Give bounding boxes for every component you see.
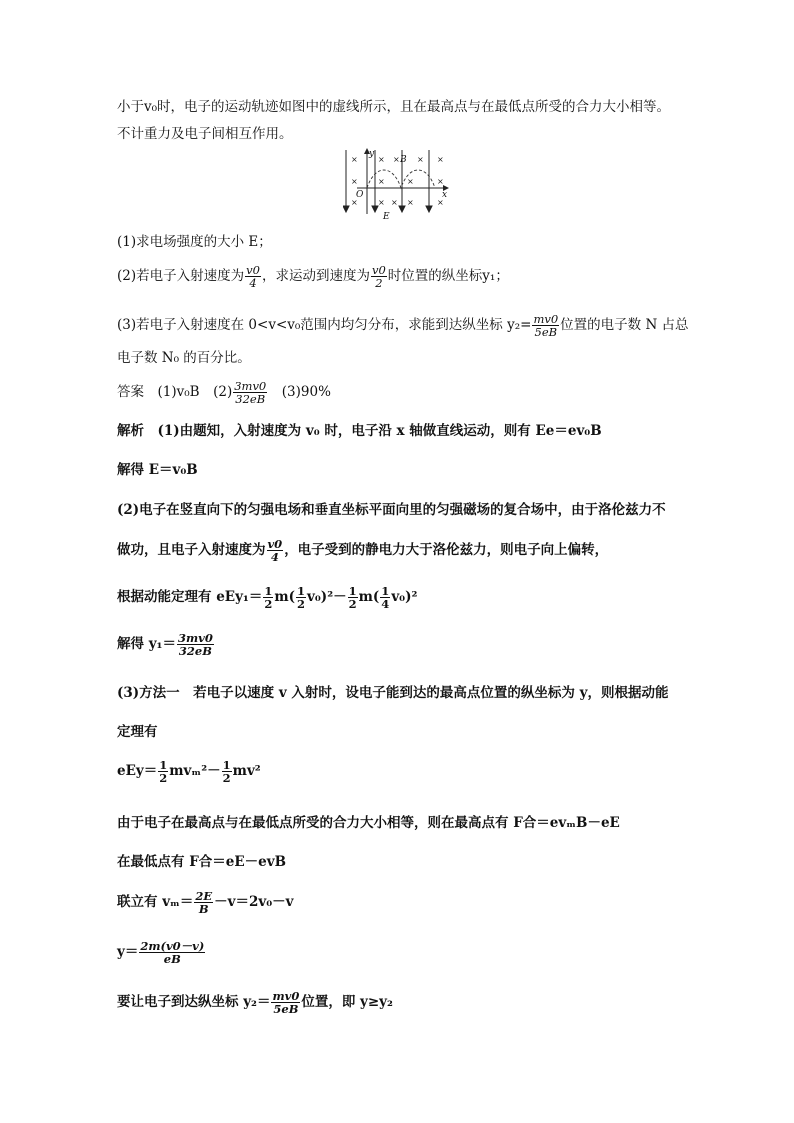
analysis-line-7: (3)方法一 若电子以速度 v 入射时，设电子能到达的最高点位置的纵坐标为 y，则根据动能: [117, 685, 669, 701]
analysis-line-8: 定理有: [117, 724, 158, 740]
svg-text:×: ×: [351, 155, 358, 164]
magnetic-field-crosses: [351, 155, 444, 207]
intro-line-1: 小于v₀时，电子的运动轨迹如图中的虚线所示，且在最高点与在最低点所受的合力大小相等。: [117, 99, 671, 115]
x-axis-label: x: [442, 190, 448, 200]
svg-text:×: ×: [417, 155, 424, 164]
analysis-line-14: 要让电子到达纵坐标 y₂＝ $\frac{mv0}{5eB}$ 位置，即 y≥y₂: [117, 989, 393, 1016]
analysis-line-2: 解得 E＝v₀B: [117, 462, 198, 478]
svg-text:×: ×: [407, 177, 414, 186]
svg-text:×: ×: [437, 198, 444, 207]
origin-label: O: [356, 190, 364, 200]
analysis-line-4: 做功，且电子入射速度为 $\frac{v0}{4}$ ，电子受到的静电力大于洛伦兹力，则电子向上偏转，: [117, 537, 609, 564]
question-2: (2)若电子入射速度为 $\frac{v0}{4}$ ，求运动到速度为 $\frac{v0}{2}$ 时位置的纵坐标y₁；: [117, 263, 509, 290]
svg-text:×: ×: [437, 177, 444, 186]
svg-text:×: ×: [351, 198, 358, 207]
svg-text:×: ×: [407, 198, 414, 207]
svg-text:×: ×: [391, 198, 398, 207]
analysis-line-9: eEy＝ $\frac{1}{2}$ mvₘ²－ $\frac{1}{2}$ mv²: [117, 758, 261, 785]
analysis-line-11: 在最低点有 F合＝eE－evB: [117, 854, 287, 870]
svg-text:×: ×: [351, 177, 358, 186]
intro-line-2: 不计重力及电子间相互作用。: [117, 126, 293, 142]
analysis-line-6: 解得 y₁＝ $\frac{3mv0}{32eB}$: [117, 631, 213, 658]
b-field-label: B: [400, 155, 407, 165]
e-field-label: E: [383, 212, 390, 220]
analysis-line-5: 根据动能定理有 eEy₁＝ $\frac{1}{2}$ m( $\frac{1}{2}$ v₀)²－ $\frac{1}{2}$ m( $\frac{1}{4}$ v₀)²: [117, 584, 418, 611]
question-3: (3)若电子入射速度在 0<v<v₀范围内均匀分布，求能到达纵坐标 y₂= $\frac{mv0}{5eB}$ 位置的电子数 N 占总: [117, 312, 689, 339]
svg-text:×: ×: [378, 177, 385, 186]
y-axis-label: y: [369, 149, 375, 159]
svg-text:×: ×: [393, 155, 400, 164]
svg-text:×: ×: [378, 155, 385, 164]
svg-text:×: ×: [378, 198, 385, 207]
analysis-line-12: 联立有 vₘ＝ $\frac{2E}{B}$ －v＝2v₀－v: [117, 889, 294, 916]
svg-text:×: ×: [437, 155, 444, 164]
analysis-line-10: 由于电子在最高点与在最低点所受的合力大小相等，则在最高点有 F合＝evₘB－eE: [117, 815, 620, 831]
field-diagram: [343, 148, 453, 220]
question-1: (1)求电场强度的大小 E；: [117, 234, 272, 250]
question-3-cont: 电子数 N₀ 的百分比。: [117, 350, 251, 366]
analysis-line-1: 解析 (1)由题知，入射速度为 v₀ 时，电子沿 x 轴做直线运动，则有 Ee＝ev₀B: [117, 423, 602, 439]
analysis-line-13: y＝ $\frac{2m(v0-v)}{eB}$: [117, 939, 205, 966]
analysis-line-3: (2)电子在竖直向下的匀强电场和垂直坐标平面向里的匀强磁场的复合场中，由于洛伦兹力不: [117, 502, 666, 518]
answer-line: 答案 (1)v₀B (2) $\frac{3mv0}{32eB}$ (3)90%: [117, 379, 331, 406]
